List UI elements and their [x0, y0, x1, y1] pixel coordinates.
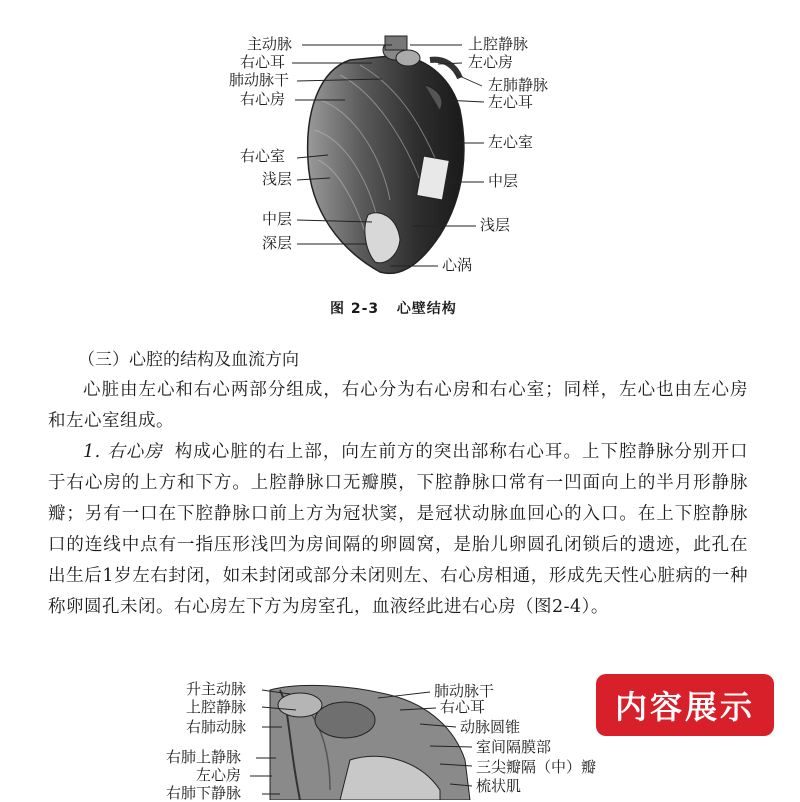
content-display-badge: 内容展示 [596, 674, 774, 736]
heart-wall-figure [0, 0, 800, 300]
figure2-label-right-1: 肺动脉干 [434, 682, 495, 700]
figure1-label-left-7: 中层 [262, 210, 293, 228]
figure2-label-right-3: 动脉圆锥 [460, 718, 521, 736]
figure2-label-right-5: 三尖瓣隔（中）瓣 [476, 758, 597, 776]
figure1-label-right-8: 心涡 [442, 256, 473, 274]
figure2-label-left-2: 上腔静脉 [186, 698, 247, 716]
figure2-label-right-4: 室间隔膜部 [476, 738, 552, 756]
figure1-label-left-1: 主动脉 [247, 35, 293, 53]
figure1-label-left-3: 肺动脉干 [229, 71, 290, 89]
figure2-label-left-4: 右肺上静脉 [166, 748, 242, 766]
figure1-label-right-3: 左肺静脉 [488, 76, 549, 94]
paragraph-1: 心脏由左心和右心两部分组成，右心分为右心房和右心室；同样，左心也由左心房和左心室组成。 [48, 380, 748, 431]
figure2-label-right-6: 梳状肌 [476, 777, 522, 795]
paragraph-2-body: 构成心脏的右上部，向左前方的突出部称右心耳。上下腔静脉分别开口于右心房的上方和下方。上腔静脉口无瓣膜，下腔静脉口常有一凹面向上的半月形静脉瓣；另有一口在下腔静脉口前上方为冠状窦，是冠状动脉血回心的入口。在上下腔静脉口的连线中点有一指压形浅凹为房间隔的卵圆窝，是胎儿卵圆孔闭锁后的遗迹，此孔在出生后1岁左右封闭，如未封闭或部分未闭则左、右心房相通，形成先天性心脏病的一种称卵圆孔未闭。右心房左下方为房室孔，血液经此进右心房（图2-4）。 [48, 442, 749, 617]
figure-caption [330, 298, 457, 318]
figure1-label-right-5: 左心室 [488, 133, 534, 151]
figure2-label-left-3: 右肺动脉 [186, 718, 247, 736]
figure1-label-right-6: 中层 [488, 172, 519, 190]
paragraph-2-heading: 1. 右心房 [83, 442, 163, 462]
figure1-label-left-4: 右心房 [240, 90, 286, 108]
figure1-label-left-5: 右心室 [240, 147, 286, 165]
figure1-label-right-4: 左心耳 [488, 93, 534, 111]
figure1-label-left-2: 右心耳 [240, 53, 286, 71]
figure2-label-left-1: 升主动脉 [186, 680, 247, 698]
figure1-label-left-6: 浅层 [262, 170, 293, 188]
caption-text: 心壁结构 [396, 301, 457, 317]
figure1-label-right-1: 上腔静脉 [468, 35, 529, 53]
figure1-label-left-8: 深层 [262, 234, 293, 252]
figure2-label-left-6: 右肺下静脉 [166, 784, 242, 802]
figure1-label-right-7: 浅层 [480, 216, 511, 234]
figure1-label-right-2: 左心房 [468, 53, 514, 71]
caption-number: 图 2-3 [330, 301, 380, 317]
figure2-label-right-2: 右心耳 [440, 698, 486, 716]
section-title: （三）心腔的结构及血流方向 [78, 350, 299, 370]
paragraph-2 [48, 437, 748, 623]
figure2-label-left-5: 左心房 [196, 766, 242, 784]
